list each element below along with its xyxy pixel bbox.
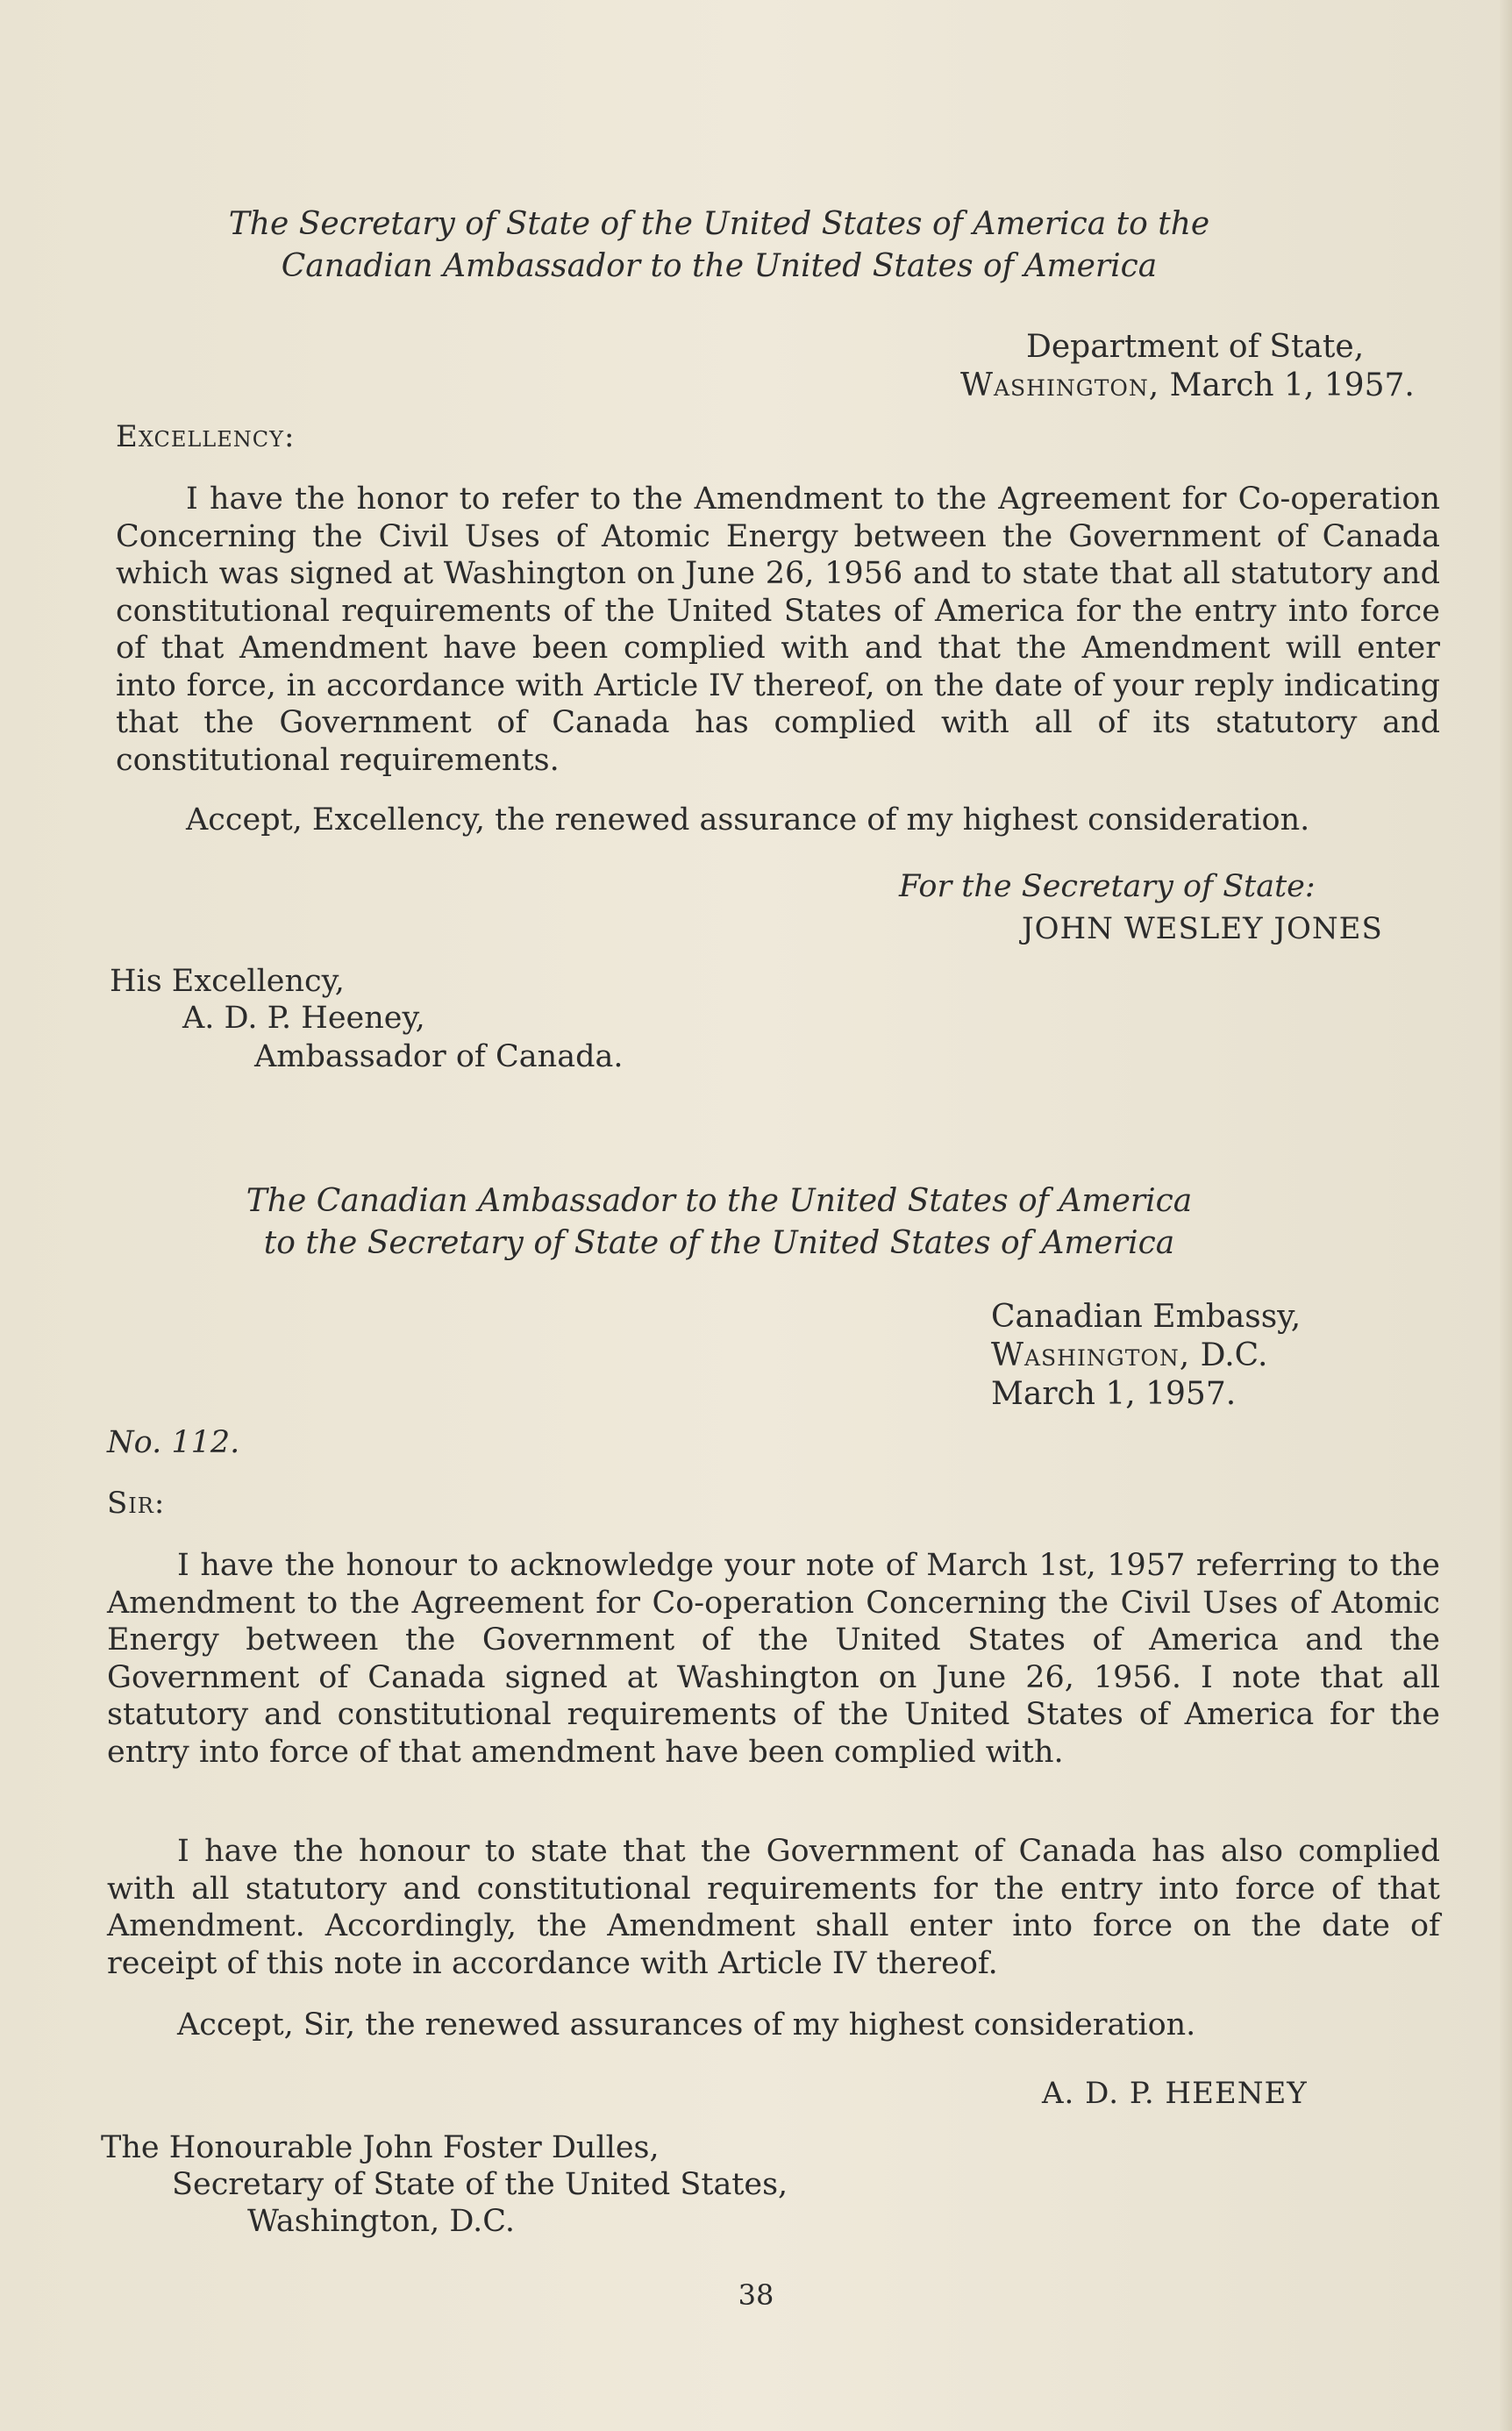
page-edge: [1500, 0, 1512, 2431]
letter2-addressee-line1: The Honourable John Foster Dulles,: [101, 2130, 660, 2165]
letter1-addressee-line3: Ambassador of Canada.: [254, 1039, 624, 1074]
letter1-origin-date: March 1, 1957.: [1169, 367, 1415, 403]
letter2-salutation: Sir:: [107, 1486, 166, 1521]
letter2-title: [175, 1180, 1263, 1265]
letter1-title: [175, 203, 1263, 288]
letter1-addressee-line1: His Excellency,: [110, 964, 345, 999]
letter1-closing: Accept, Excellency, the renewed assurance of my highest consideration.: [186, 802, 1310, 838]
letter2-body-paragraph-2: I have the honour to state that the Government of Canada has also complied with all statutory and constitutional requirements for the entry into force of that Amendment. Accordingly, the Amendment shall enter into force on the date of receipt of this note in accordance with Article IV thereof.: [107, 1834, 1440, 1981]
letter2-origin-city-suffix: D.C.: [1200, 1337, 1268, 1373]
letter2-body-paragraph-1: I have the honour to acknowledge your note of March 1st, 1957 referring to the Amendment to the Agreement for Co-operation Concerning the Civil Uses of Atomic Energy between the Government of the United States of America and the Government of Canada signed at Washington on June 26, 1956. I note that all statutory and constitutional requirements of the United States of America for the entry into force of that amendment have been complied with.: [107, 1548, 1440, 1770]
letter2-origin-place: [991, 1337, 1447, 1375]
letter2-closing: Accept, Sir, the renewed assurances of my highest consideration.: [177, 2007, 1196, 2042]
letter2-addressee-line2: Secretary of State of the United States,: [172, 2167, 788, 2202]
letter1-addressee-line2: A. D. P. Heeney,: [182, 1001, 425, 1036]
letter1-origin-office: Department of State,: [1026, 329, 1365, 365]
letter1-signer: JOHN WESLEY JONES: [1022, 911, 1383, 946]
letter2-addressee-line3: Washington, D.C.: [247, 2204, 515, 2239]
letter1-origin-place: [960, 367, 1451, 405]
letter2-origin: [991, 1298, 1447, 1414]
letter1-title-line2: Canadian Ambassador to the United States of America: [281, 248, 1158, 284]
letter2-origin-city: Washington,: [991, 1337, 1191, 1373]
letter2-origin-date: March 1, 1957.: [991, 1376, 1237, 1412]
letter2-signer: A. D. P. HEENEY: [1042, 2076, 1308, 2111]
letter1-for-line: For the Secretary of State:: [899, 869, 1316, 904]
letter2-origin-office: Canadian Embassy,: [991, 1299, 1302, 1335]
letter1-origin: [960, 328, 1451, 405]
letter1-origin-city: Washington,: [960, 367, 1160, 403]
letter2-title-line1: The Canadian Ambassador to the United States of America: [246, 1183, 1193, 1219]
letter1-body: I have the honor to refer to the Amendment to the Agreement for Co-operation Concerning the Civil Uses of Atomic Energy between the Government of Canada which was signed at Washington on June 26, 1956 and to state that all statutory and constitutional requirements of the United States of America for the entry into force of that Amendment have been complied with and that the Amendment will enter into force, in accordance with Article IV thereof, on the date of your reply indicating that the Government of Canada has complied with all of its statutory and constitutional requirements.: [116, 481, 1440, 778]
page-number: 38: [738, 2278, 774, 2312]
letter2-title-line2: to the Secretary of State of the United States of America: [263, 1225, 1175, 1261]
letter1-salutation: Excellency:: [116, 419, 296, 454]
letter2-number: No. 112.: [107, 1425, 240, 1460]
letter1-title-line1: The Secretary of State of the United States of America to the: [228, 206, 1210, 242]
